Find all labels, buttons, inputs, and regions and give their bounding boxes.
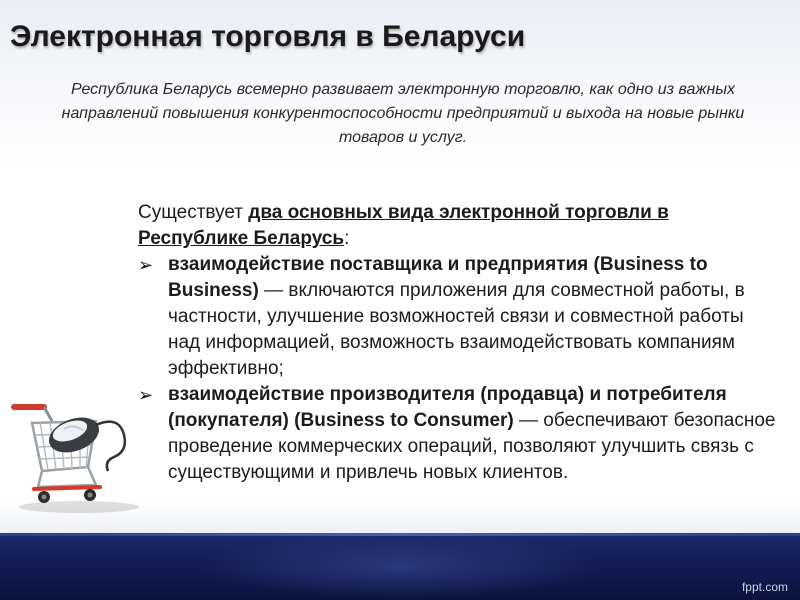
slide-title: Электронная торговля в Беларуси xyxy=(10,20,526,53)
footer-band xyxy=(0,533,800,600)
intro-underlined-text: два основных вида электронной торговли в Республике Беларусь xyxy=(138,202,669,249)
bullet-item-b2b xyxy=(138,252,778,382)
intro-prefix: Существует xyxy=(138,202,249,223)
bullet-text: — включаются приложения для совместной работы, в частности, улучшение возможностей связи и совместной работы над информацией, возможность взаимодействовать компаниям эффективно; xyxy=(168,280,745,379)
intro-suffix: : xyxy=(344,228,350,249)
footer-glow xyxy=(200,533,600,600)
bullet-text: — обеспечивают безопасное проведение коммерческих операций, позволяют улучшить связь с существующими и привлечь новых клиентов. xyxy=(168,410,776,483)
bullet-list xyxy=(138,252,778,486)
bullet-item-b2c xyxy=(138,382,778,486)
shopping-cart-with-mouse-icon xyxy=(4,385,154,515)
watermark-text: fppt.com xyxy=(741,580,788,594)
bullet-arrow-icon: ➢ xyxy=(138,255,154,275)
intro-paragraph xyxy=(138,200,778,252)
slide-content xyxy=(138,200,778,486)
bullet-bold-text: взаимодействие производителя (продавца) и потребителя (покупателя) (Business to Consumer) xyxy=(168,384,727,431)
bullet-bold-text: взаимодействие поставщика и предприятия (Business to Business) xyxy=(168,254,708,301)
bullet-arrow-icon: ➢ xyxy=(138,385,154,405)
slide-subtitle: Республика Беларусь всемерно развивает электронную торговлю, как одно из важных направлений повышения конкурентоспособности предприятий и выхода на новые рынки товаров и услуг. xyxy=(61,81,745,146)
